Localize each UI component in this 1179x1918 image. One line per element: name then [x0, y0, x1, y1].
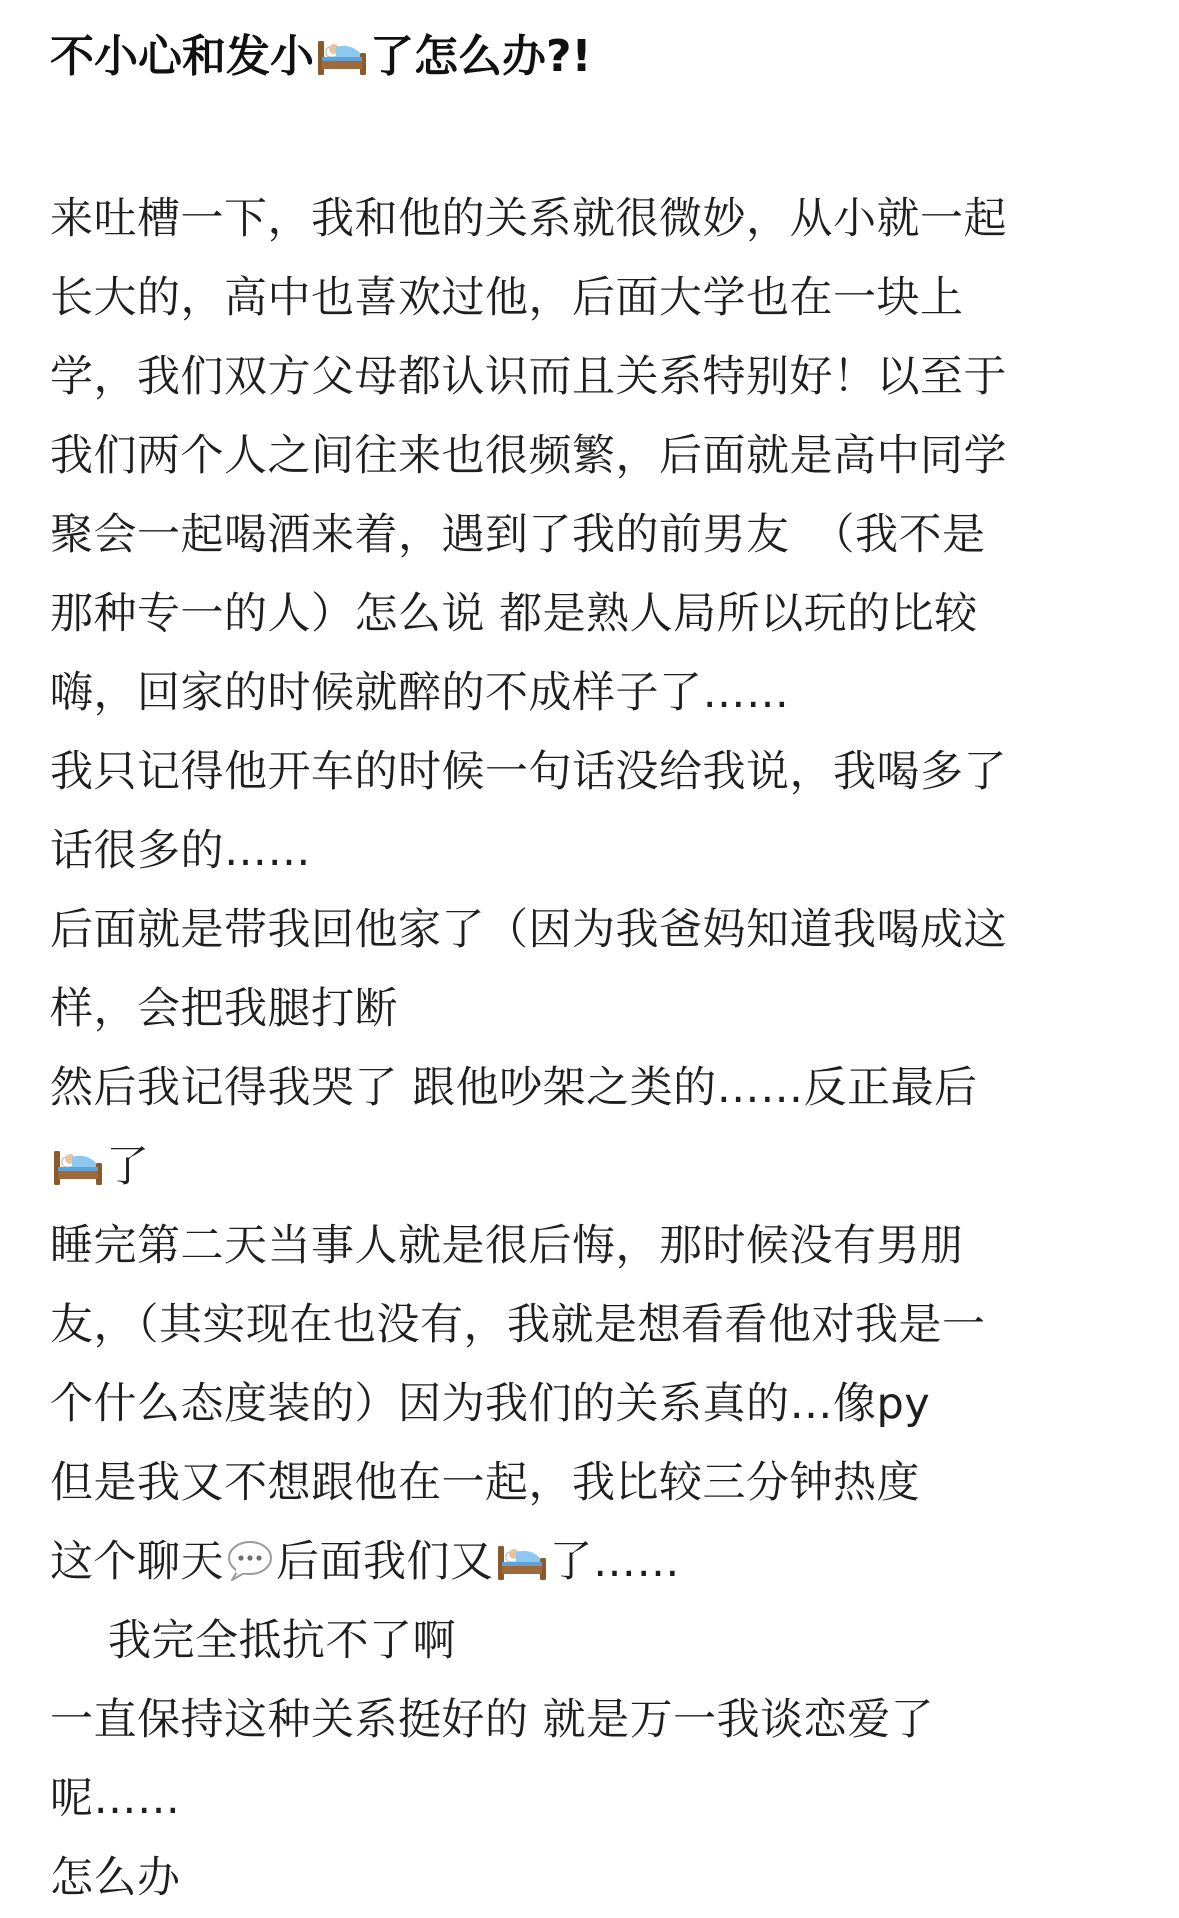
- body-line-21: 呢……: [50, 1774, 181, 1824]
- post-title: [50, 0, 1140, 92]
- speech-bubble-emoji: [226, 1538, 274, 1582]
- bed-emoji: [496, 1538, 548, 1582]
- post: [50, 0, 1140, 1918]
- body-line-12: 然后我记得我哭了 跟他吵架之类的……反正最后: [50, 1063, 978, 1113]
- body-line-7: 嗨，回家的时候就醉的不成样子了……: [50, 668, 790, 718]
- bed-emoji: [52, 1143, 104, 1187]
- title-text-end: 了怎么办?!: [370, 31, 592, 82]
- body-line-8: 我只记得他开车的时候一句话没给我说，我喝多了: [50, 747, 1007, 797]
- body-line-2: 长大的，高中也喜欢过他，后面大学也在一块上: [50, 273, 964, 323]
- body-line-6: 那种专一的人）怎么说 都是熟人局所以玩的比较: [50, 589, 978, 639]
- title-text-start: 不小心和发小: [50, 31, 314, 82]
- body-line-3: 学，我们双方父母都认识而且关系特别好！以至于: [50, 352, 1007, 402]
- body-line-18-text-b: 后面我们又: [276, 1537, 494, 1587]
- body-line-18-text-c: 了……: [549, 1537, 680, 1587]
- body-line-13: [50, 1128, 1140, 1207]
- body-line-17: 但是我又不想跟他在一起，我比较三分钟热度: [50, 1458, 920, 1508]
- body-line-4: 我们两个人之间往来也很频繁，后面就是高中同学: [50, 431, 1007, 481]
- bed-emoji: [316, 33, 368, 77]
- body-line-11: 样，会把我腿打断: [50, 984, 398, 1034]
- body-line-5: 聚会一起喝酒来着，遇到了我的前男友 （我不是: [50, 510, 986, 560]
- body-line-10: 后面就是带我回他家了（因为我爸妈知道我喝成这: [50, 905, 1007, 955]
- body-line-19: 我完全抵抗不了啊: [108, 1616, 456, 1666]
- body-line-22: 怎么办: [50, 1853, 181, 1903]
- body-line-15: 友，（其实现在也没有，我就是想看看他对我是一: [50, 1300, 986, 1350]
- body-line-18: [50, 1523, 1140, 1602]
- body-line-16: 个什么态度装的）因为我们的关系真的…像py: [50, 1379, 931, 1429]
- post-body: [50, 180, 1140, 1918]
- body-line-9: 话很多的……: [50, 826, 311, 876]
- body-line-18-text-a: 这个聊天: [50, 1537, 224, 1587]
- body-line-20: 一直保持这种关系挺好的 就是万一我谈恋爱了: [50, 1695, 935, 1745]
- body-line-1: 来吐槽一下，我和他的关系就很微妙，从小就一起: [50, 194, 1007, 244]
- body-line-13-text: 了: [106, 1142, 150, 1192]
- body-line-14: 睡完第二天当事人就是很后悔，那时候没有男朋: [50, 1221, 964, 1271]
